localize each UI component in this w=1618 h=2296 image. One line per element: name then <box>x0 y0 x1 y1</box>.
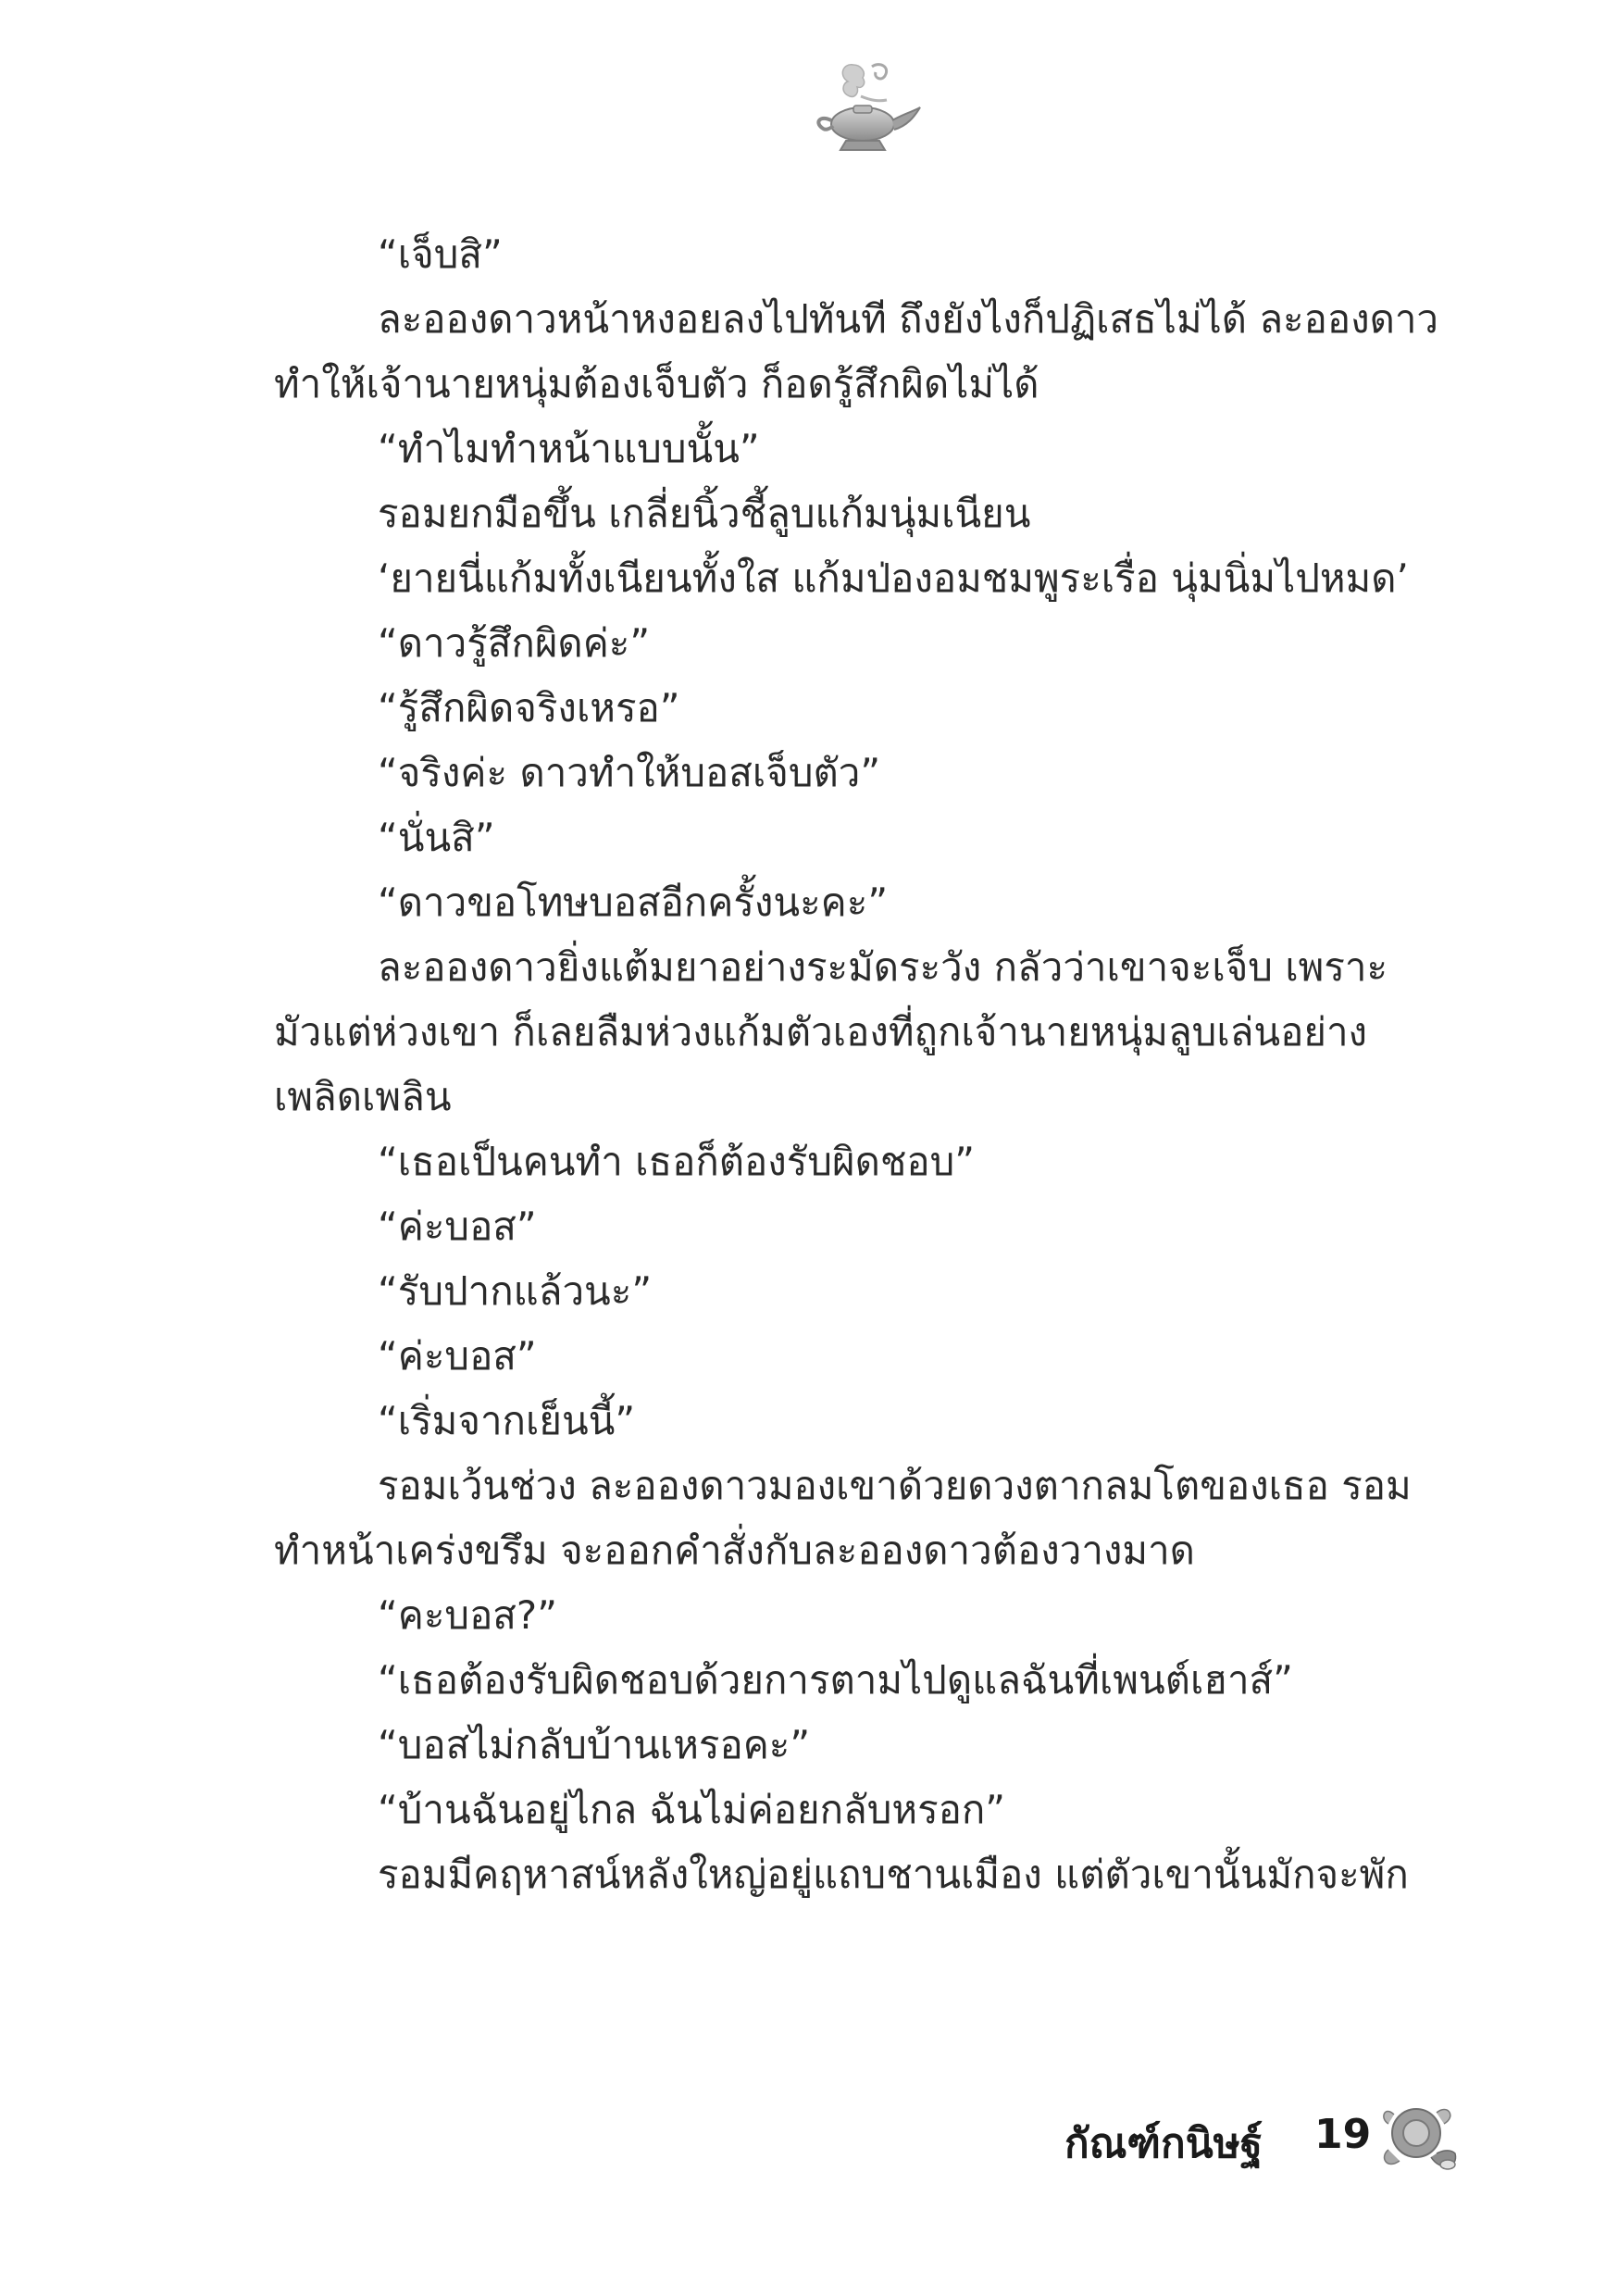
paragraph-line: มัวแต่ห่วงเขา ก็เลยลืมห่วงแก้มตัวเองที่ถูกเจ้านายหนุ่มลูบเล่นอย่าง <box>274 1009 1368 1054</box>
paragraph-line: “นั่นสิ” <box>378 815 495 860</box>
paragraph-line: “เจ็บสิ” <box>378 231 503 277</box>
paragraph-line: “เริ่มจากเย็นนี้” <box>378 1398 636 1443</box>
paragraph-line: “เธอต้องรับผิดชอบด้วยการตามไปดูแลฉันที่เพนต์เฮาส์” <box>378 1657 1293 1703</box>
paragraph-line: “ค่ะบอส” <box>378 1204 537 1249</box>
paragraph-line: “เธอเป็นคนทำ เธอก็ต้องรับผิดชอบ” <box>378 1139 976 1184</box>
page-footer <box>0 2083 1618 2194</box>
paragraph-line: ทำให้เจ้านายหนุ่มต้องเจ็บตัว ก็อดรู้สึกผิดไม่ได้ <box>274 361 1039 406</box>
paragraph-line: “บอสไม่กลับบ้านเหรอคะ” <box>378 1722 811 1767</box>
paragraph-line: “บ้านฉันอยู่ไกล ฉันไม่ค่อยกลับหรอก” <box>378 1787 1006 1832</box>
paragraph-line: ทำหน้าเคร่งขรึม จะออกคำสั่งกับละอองดาวต้องวางมาด <box>274 1528 1195 1573</box>
paragraph-line: “ดาวรู้สึกผิดค่ะ” <box>378 620 651 666</box>
paragraph-line: ‘ยายนี่แก้มทั้งเนียนทั้งใส แก้มป่องอมชมพูระเรื่อ นุ่มนิ่มไปหมด’ <box>378 555 1409 601</box>
paragraph-line: “รับปากแล้วนะ” <box>378 1268 653 1314</box>
magic-lamp-icon <box>805 56 926 167</box>
paragraph-line: “จริงค่ะ ดาวทำให้บอสเจ็บตัว” <box>378 750 881 795</box>
book-title: กัณฑ์กนิษฐ์ <box>1064 2120 1263 2167</box>
paragraph-line: รอมมีคฤหาสน์หลังใหญ่อยู่แถบชานเมือง แต่ตัวเขานั้นมักจะพัก <box>378 1852 1409 1897</box>
flower-ornament-icon <box>1375 2096 1464 2181</box>
paragraph-line: “ทำไมทำหน้าแบบนั้น” <box>378 426 760 471</box>
paragraph-line: “ค่ะบอส” <box>378 1333 537 1379</box>
paragraph-line: รอมเว้นช่วง ละอองดาวมองเขาด้วยดวงตากลมโตของเธอ รอม <box>378 1463 1412 1508</box>
paragraph-line: “ดาวขอโทษบอสอีกครั้งนะคะ” <box>378 880 889 925</box>
paragraph-line: “คะบอส?” <box>378 1592 557 1638</box>
paragraph-line: เพลิดเพลิน <box>274 1074 452 1119</box>
paragraph-line: ละอองดาวยิ่งแต้มยาอย่างระมัดระวัง กลัวว่าเขาจะเจ็บ เพราะ <box>378 944 1388 990</box>
page-number: 19 <box>1314 2111 1372 2158</box>
body-text <box>274 222 1474 1907</box>
paragraph-line: “รู้สึกผิดจริงเหรอ” <box>378 685 680 730</box>
paragraph-line: รอมยกมือขึ้น เกลี่ยนิ้วชี้ลูบแก้มนุ่มเนียน <box>378 491 1031 536</box>
paragraph-line: ละอองดาวหน้าหงอยลงไปทันที ถึงยังไงก็ปฏิเสธไม่ได้ ละอองดาว <box>378 296 1439 342</box>
